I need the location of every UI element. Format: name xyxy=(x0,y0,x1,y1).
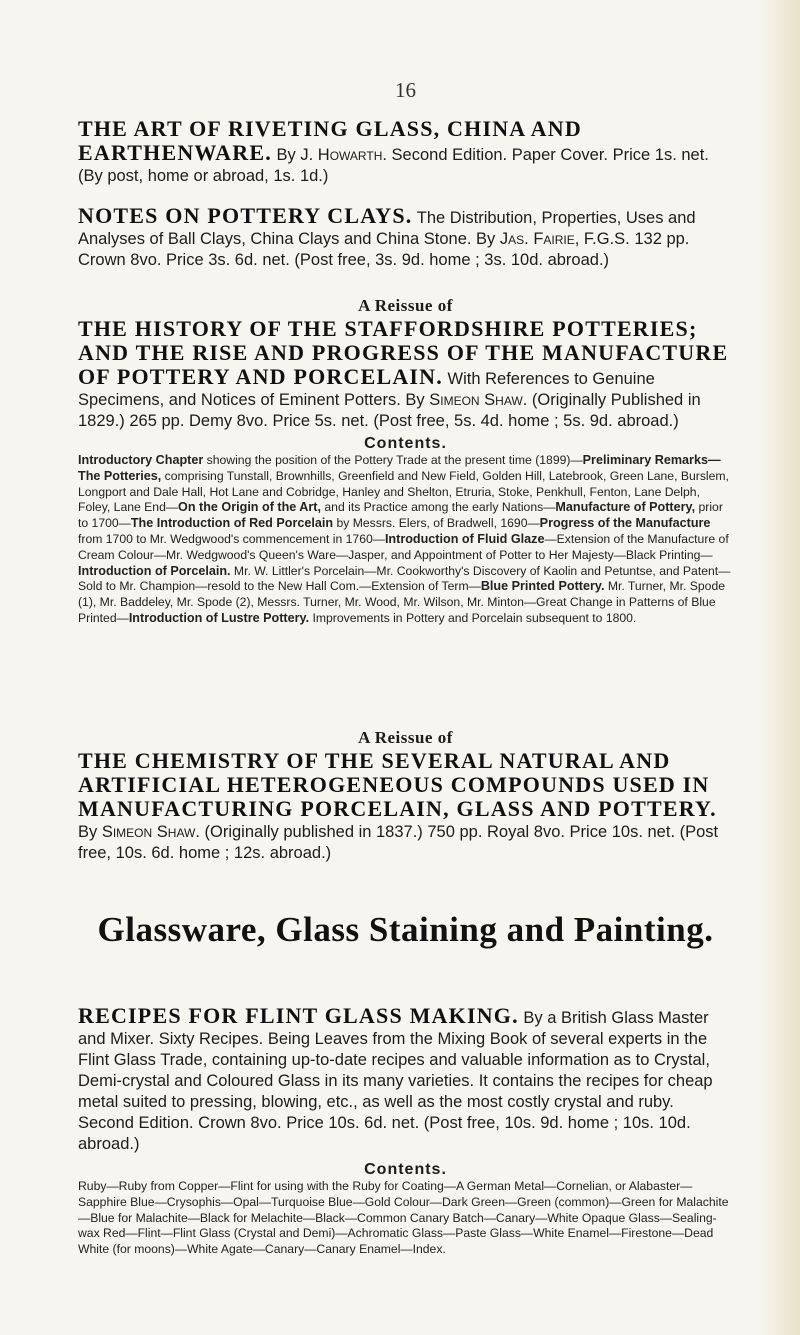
reissue-label: A Reissue of xyxy=(358,296,453,315)
contents-entry: Manufacture of Pottery, prior to 1700— xyxy=(78,500,723,531)
listing-title: THE HISTORY OF THE STAFFORDSHIRE POTTERIES; AND THE RISE AND PROGRESS OF THE MANUFACTURE OF POTTERY AND PORCELAIN. xyxy=(78,316,729,389)
listing-details: (Originally published in 1837.) 750 pp. Royal 8vo. Price 10s. net. (Post free, 10s. 6d. home ; 12s. abroad.) xyxy=(78,823,719,862)
listing-title: RECIPES FOR FLINT GLASS MAKING. xyxy=(78,1003,519,1028)
listing-details: By a British Glass Master and Mixer. Sixty Recipes. Being Leaves from the Mixing Book of several experts in the Flint Glass Trade, containing up-to-date recipes and valuable information as to Crystal, Demi-crystal and Coloured Glass in its many varieties. It contains the recipes for cheap metal suited to pressing, blowing, etc., as well as the most costly crystal and ruby. Second Edition. Crown 8vo. Price 10s. 6d. net. (Post free, 10s. 9d. home ; 10s. 10d. abroad.) xyxy=(78,1009,713,1153)
contents-entry: Introduction of Lustre Pottery. Improvements in Pottery and Porcelain subsequent to 1800. xyxy=(128,610,637,625)
by-text: By xyxy=(271,146,301,164)
listing-riveting-glass xyxy=(78,118,733,187)
author-name: J. Howarth. xyxy=(300,146,387,164)
contents-entry: Preliminary Remarks—The Potteries, comprising Tunstall, Brownhills, Greenfield and New Field, Golden Hill, Latebrook, Green Lane, Burslem, Longport and Dale Hall, Hot Lane and Cobridge, Hanley and Shelton, Etruria, Stoke, Penkhull, Fenton, Lane Delph, Foley, Lane End— xyxy=(78,453,729,515)
contents-heading: Contents. xyxy=(364,1161,447,1178)
listing-title: THE CHEMISTRY OF THE SEVERAL NATURAL AND ARTIFICIAL HETEROGENEOUS COMPOUNDS USED IN MANUFACTURING PORCELAIN, GLASS AND POTTERY. xyxy=(78,748,717,821)
contents-entry: Introduction of Fluid Glaze—Extension of the Manufacture of Cream Colour—Mr. Wedgwood's Queen's Ware—Jasper, and Appointment of Potter to Her Majesty—Black Printing— xyxy=(78,531,729,562)
author-name: Simeon Shaw. xyxy=(101,823,200,841)
author-name: Jas. Fairie, xyxy=(499,230,580,248)
listing-chemistry-compounds xyxy=(78,728,733,864)
contents-entry: Introductory Chapter showing the position of the Pottery Trade at the present time (1899)— xyxy=(78,453,583,467)
contents-entry: On the Origin of the Art, and its Practice among the early Nations— xyxy=(178,500,556,515)
listing-title: THE ART OF RIVETING GLASS, CHINA AND EARTHENWARE. xyxy=(78,116,582,165)
contents-list: Ruby—Ruby from Copper—Flint for using with the Ruby for Coating—A German Metal—Cornelian, or Alabaster—Sapphire Blue—Crysophis—Opal—Turquoise Blue—Gold Colour—Dark Green—Green (common)—Green for Malachite—Blue for Malachite—Black for Melachite—Black—Common Canary Batch—Canary—White Opaque Glass—Sealing-wax Red—Flint—Flint Glass (Crystal and Demi)—Achromatic Glass—Paste Glass—White Enamel—Firestone—Dead White (for moons)—White Agate—Canary—Canary Enamel—Index. xyxy=(78,1179,729,1257)
listing-pottery-clays xyxy=(78,205,733,271)
listing-details: (Originally Published in 1829.) 265 pp. Demy 8vo. Price 5s. net. (Post free, 5s. 4d. home ; 5s. 9d. abroad.) xyxy=(78,391,701,430)
contents-heading: Contents. xyxy=(364,435,447,452)
listing-text: With References to Genuine Specimens, and Notices of Eminent Potters. By xyxy=(78,370,655,409)
listing-title: NOTES ON POTTERY CLAYS. xyxy=(78,203,413,228)
listing-staffordshire-potteries xyxy=(78,296,733,627)
author-name: Simeon Shaw. xyxy=(429,391,528,409)
contents-list xyxy=(78,453,733,627)
reissue-label: A Reissue of xyxy=(358,728,453,747)
by-text: By xyxy=(78,823,102,841)
listing-details: Second Edition. Paper Cover. Price 1s. net. (By post, home or abroad, 1s. 1d.) xyxy=(78,146,709,185)
contents-entry: Progress of the Manufacture from 1700 to Mr. Wedgwood's commencement in 1760— xyxy=(78,516,711,546)
contents-entry: Introduction of Porcelain. Mr. W. Littler's Porcelain—Mr. Cookworthy's Discovery of Kaolin and Petuntse, and Patent—Sold to Mr. Champion—resold to the New Hall Com.—Extension of Term— xyxy=(78,563,731,594)
listing-details: F.G.S. 132 pp. Crown 8vo. Price 3s. 6d. net. (Post free, 3s. 9d. home ; 3s. 10d. abroad.) xyxy=(78,230,690,269)
contents-entry: Blue Printed Pottery. Mr. Turner, Mr. Spode (1), Mr. Baddeley, Mr. Spode (2), Messrs. Turner, Mr. Wood, Mr. Wilson, Mr. Minton—Great Change in Patterns of Blue Printed— xyxy=(78,579,726,625)
section-heading: Glassware, Glass Staining and Painting. xyxy=(97,910,714,949)
contents-entry: The Introduction of Red Porcelain by Messrs. Elers, of Bradwell, 1690— xyxy=(130,516,540,531)
listing-flint-glass-recipes xyxy=(78,1005,733,1258)
page-edge-shading xyxy=(760,0,800,1335)
listing-text: The Distribution, Properties, Uses and Analyses of Ball Clays, China Clays and China Stone. By xyxy=(78,209,696,248)
page-number: 16 xyxy=(395,78,416,102)
